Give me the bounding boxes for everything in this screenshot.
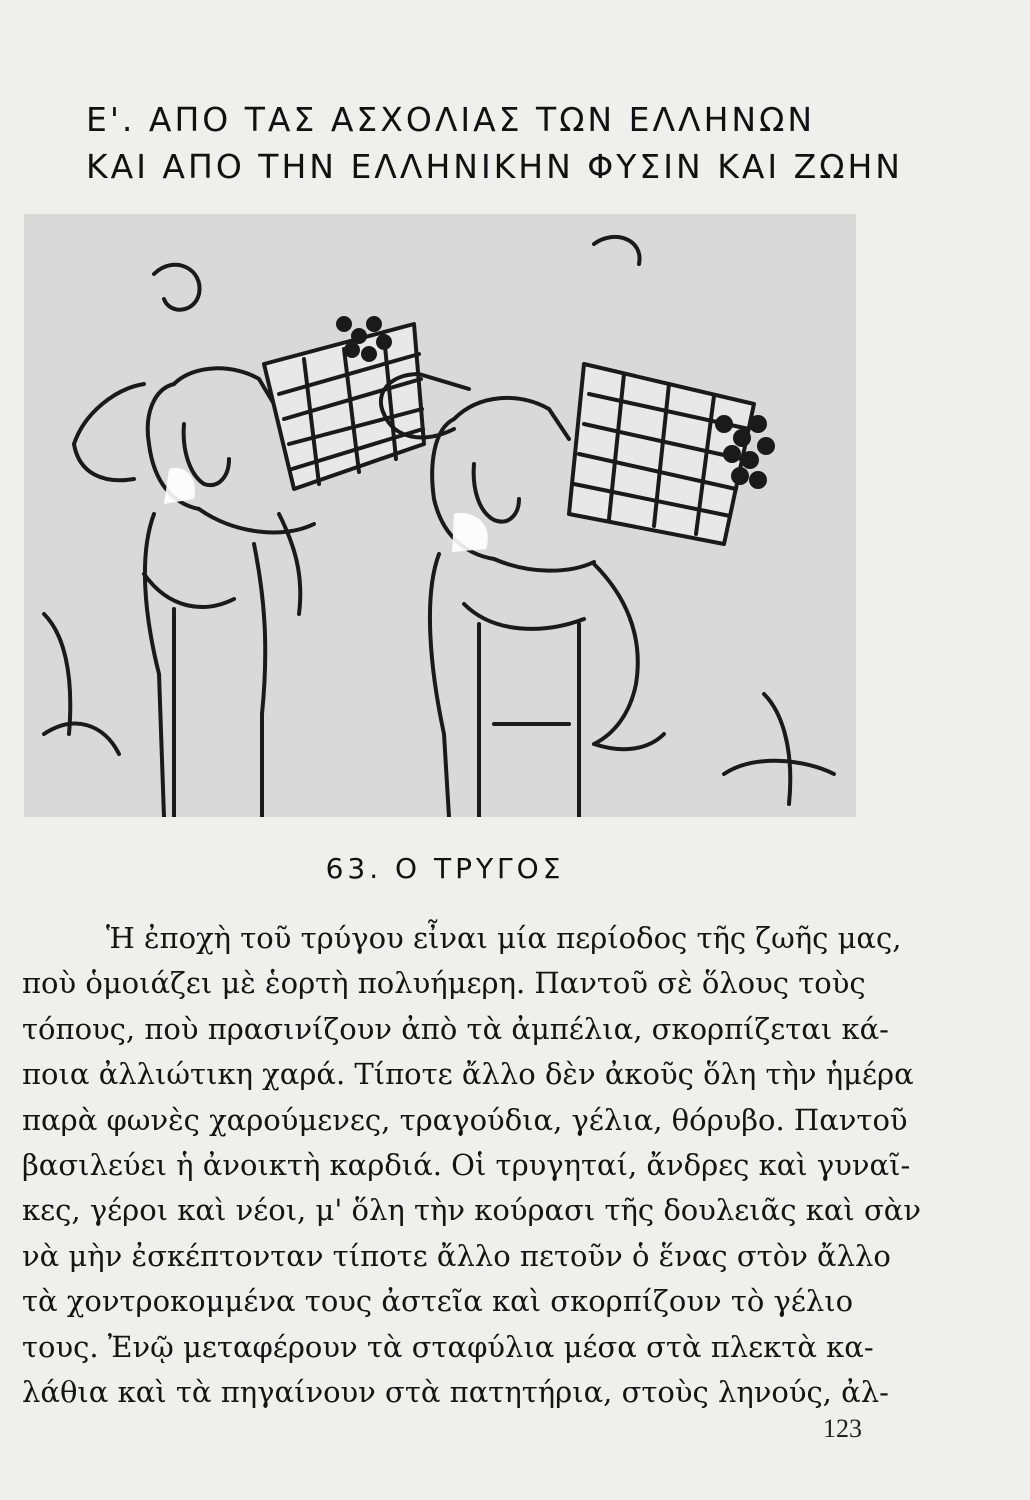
body-text xyxy=(22,916,922,1415)
body-line: βασιλεύει ἡ ἀνοικτὴ καρδιά. Οἱ τρυγηταί, ἄνδρες καὶ γυναῖ- xyxy=(22,1147,911,1182)
body-line: τὰ χοντροκομμένα τους ἀστεῖα καὶ σκορπίζουν τὸ γέλιο xyxy=(22,1284,854,1319)
body-line: ποὺ ὁμοιάζει μὲ ἑορτὴ πολυήμερη. Παντοῦ σὲ ὅλους τοὺς xyxy=(22,966,866,1001)
grape-harvest-illustration-icon xyxy=(24,214,856,817)
chapter-title: 63. Ο ΤΡΥΓΟΣ xyxy=(325,852,565,885)
body-line: Ἡ ἐποχὴ τοῦ τρύγου εἶναι μία περίοδος τῆς ζωῆς μας, xyxy=(106,921,902,955)
body-line: τους. Ἐνῷ μεταφέρουν τὰ σταφύλια μέσα στὰ πλεκτὰ κα- xyxy=(22,1329,874,1364)
section-heading-line-1: Ε'. ΑΠΟ ΤΑΣ ΑΣΧΟΛΙΑΣ ΤΩΝ ΕΛΛΗΝΩΝ xyxy=(86,100,816,139)
page-number: 123 xyxy=(823,1414,862,1443)
section-heading-line-2: ΚΑΙ ΑΠΟ ΤΗΝ ΕΛΛΗΝΙΚΗΝ ΦΥΣΙΝ ΚΑΙ ΖΩΗΝ xyxy=(86,147,903,186)
body-line: νὰ μὴν ἐσκέπτονταν τίποτε ἄλλο πετοῦν ὁ ἕνας στὸν ἄλλο xyxy=(22,1238,891,1273)
body-line: τόπους, ποὺ πρασινίζουν ἀπὸ τὰ ἀμπέλια, σκορπίζεται κά- xyxy=(22,1011,889,1046)
body-line: ποια ἀλλιώτικη χαρά. Τίποτε ἄλλο δὲν ἀκοῦς ὅλη τὴν ἡμέρα xyxy=(22,1057,914,1092)
section-heading xyxy=(86,96,903,190)
grape-harvest-illustration xyxy=(24,214,856,817)
body-line: λάθια καὶ τὰ πηγαίνουν στὰ πατητήρια, στοὺς ληνούς, ἀλ- xyxy=(22,1374,889,1409)
body-line: κες, γέροι καὶ νέοι, μ' ὅλη τὴν κούρασι τῆς δουλειᾶς καὶ σὰν xyxy=(22,1193,922,1228)
body-line: παρὰ φωνὲς χαρούμενες, τραγούδια, γέλια, θόρυβο. Παντοῦ xyxy=(22,1102,908,1137)
